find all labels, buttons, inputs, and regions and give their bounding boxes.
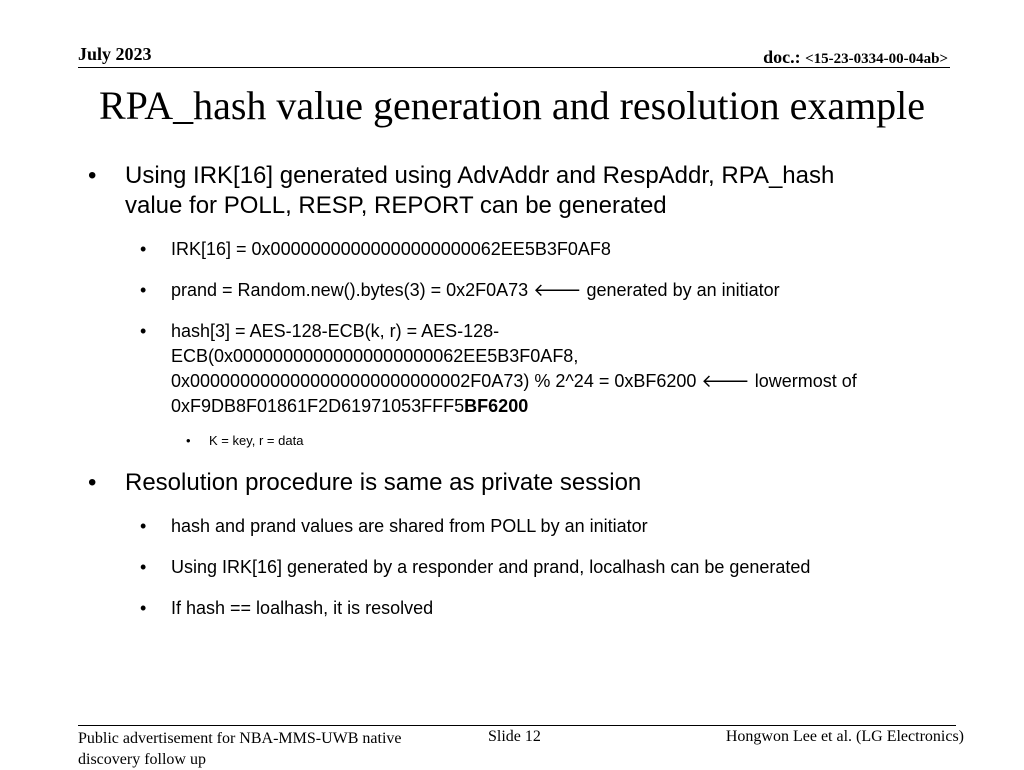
hash-line-3 [171, 369, 857, 394]
header-date: July 2023 [78, 44, 152, 64]
hash-line-3-text: 0x0000000000000000000000000002F0A73) % 2^24 = 0xBF6200 [171, 371, 697, 391]
left-arrow-icon: 🡐 [701, 371, 750, 391]
sub-bullet-marker: • [140, 516, 147, 536]
footer-author: Hongwon Lee et al. (LG Electronics) [725, 728, 964, 745]
hash-line-3-note: lowermost of [754, 371, 857, 391]
footer-left-text: Public advertisement for NBA-MMS-UWB native discovery follow up [78, 730, 402, 768]
prand-line [171, 278, 780, 303]
resolution-item-3: If hash == loalhash, it is resolved [171, 598, 434, 618]
doc-number: <15-23-0334-00-04ab> [805, 51, 948, 67]
slide-title: RPA_hash value generation and resolution example [98, 83, 926, 128]
prand-text: prand = Random.new().bytes(3) = 0x2F0A73 [171, 280, 529, 300]
key-data-note: K = key, r = data [209, 433, 304, 448]
sub-bullet-marker: • [140, 239, 147, 259]
doc-prefix: doc.: [763, 47, 806, 67]
sub-bullet-marker: • [140, 598, 147, 618]
bullet-1-line-1: Using IRK[16] generated using AdvAddr and RespAddr, RPA_hash [125, 162, 835, 189]
hash-hex-bold: BF6200 [464, 396, 529, 416]
left-arrow-icon: 🡐 [533, 280, 582, 300]
hash-line-4 [171, 394, 528, 419]
hash-hex-normal: 0xF9DB8F01861F2D61971053FFF5 [171, 396, 465, 416]
bullet-1-line-2: value for POLL, RESP, REPORT can be generated [125, 192, 667, 219]
sub-sub-bullet-marker: • [186, 433, 191, 448]
bullet-marker: • [88, 162, 97, 189]
resolution-item-1: hash and prand values are shared from POLL by an initiator [171, 516, 648, 536]
hash-line-1: hash[3] = AES-128-ECB(k, r) = AES-128- [171, 321, 500, 341]
sub-bullet-marker: • [140, 321, 147, 341]
footer-divider [78, 725, 956, 726]
hash-line-2: ECB(0x00000000000000000000062EE5B3F0AF8, [171, 346, 579, 366]
bullet-marker: • [88, 469, 97, 496]
prand-note: generated by an initiator [586, 280, 780, 300]
slide-number: Slide 12 [488, 728, 541, 745]
sub-bullet-marker: • [140, 280, 147, 300]
resolution-item-2: Using IRK[16] generated by a responder and prand, localhash can be generated [171, 557, 811, 577]
bullet-2-heading: Resolution procedure is same as private session [125, 469, 642, 496]
irk-value: IRK[16] = 0x00000000000000000000062EE5B3F0AF8 [171, 239, 611, 259]
sub-bullet-marker: • [140, 557, 147, 577]
